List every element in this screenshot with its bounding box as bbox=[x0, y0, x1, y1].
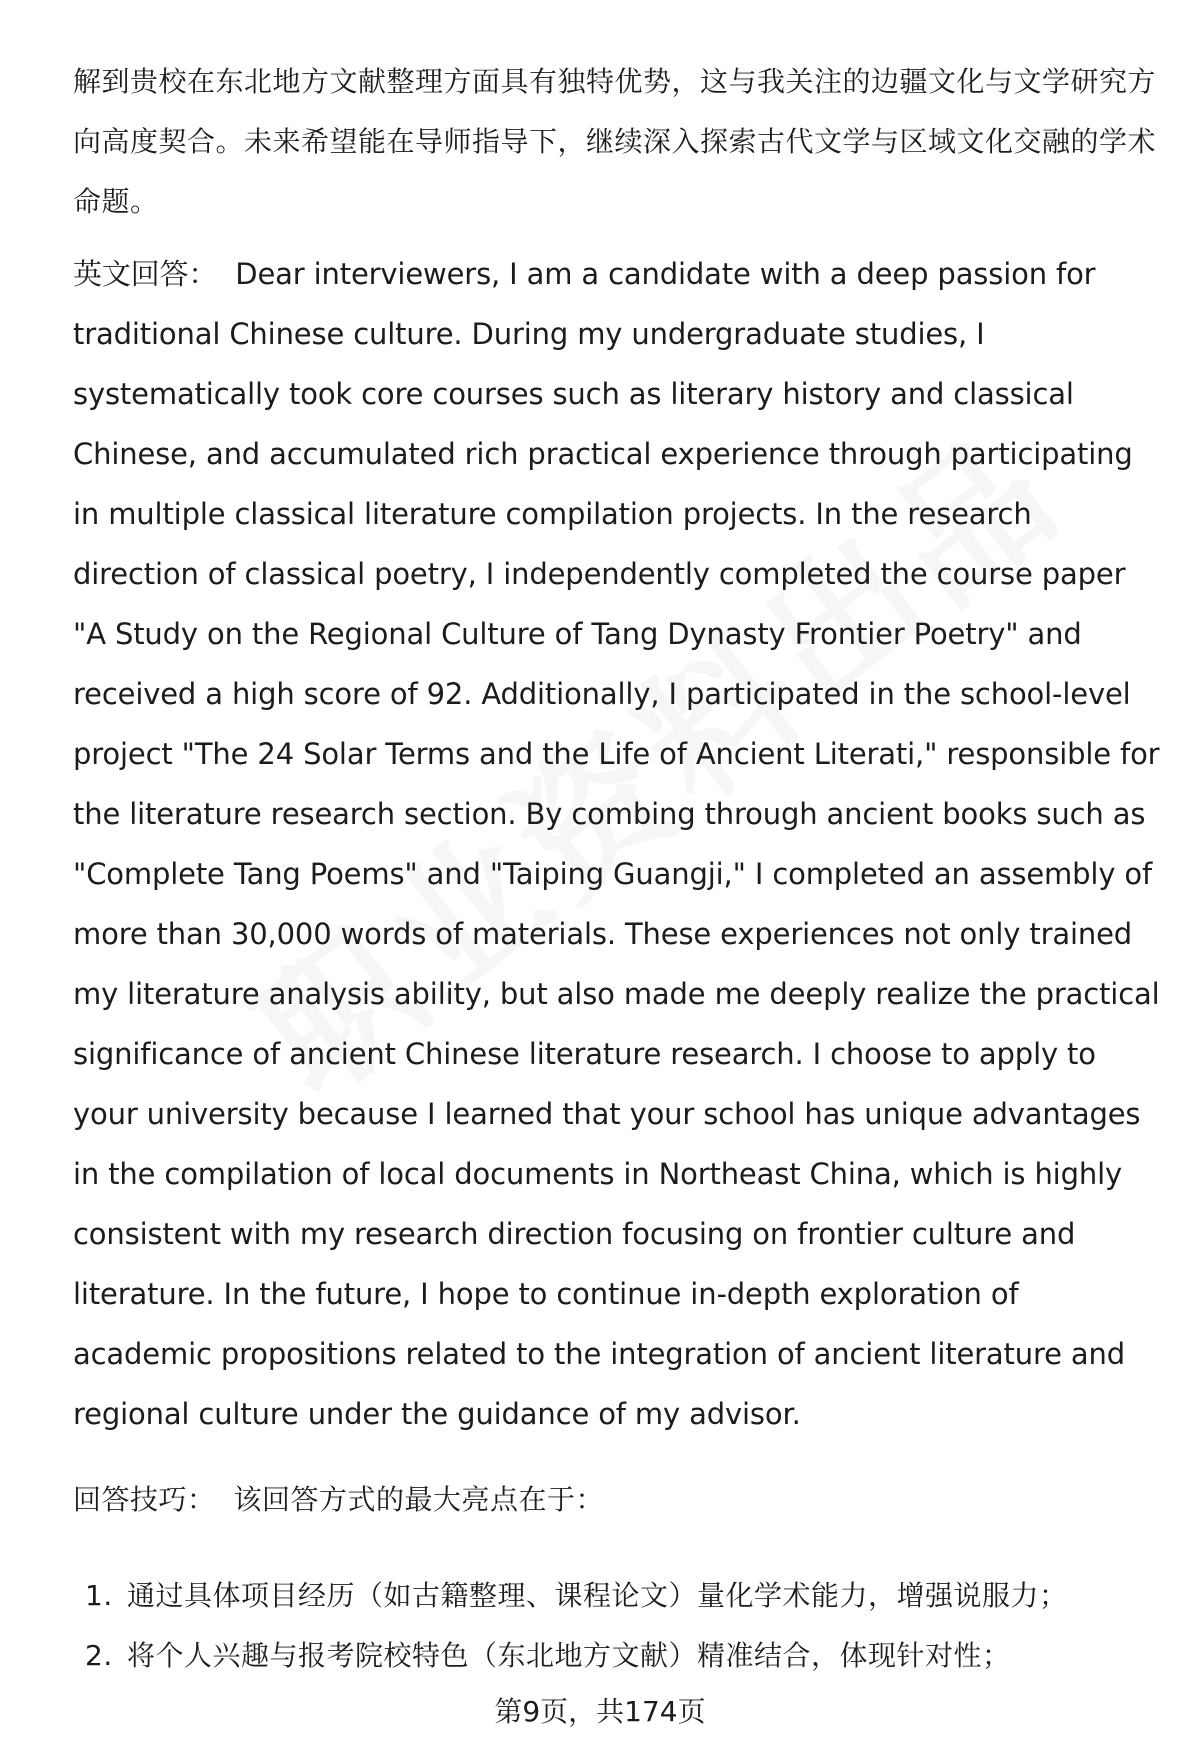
tips-intro: 该回答方式的最大亮点在于： bbox=[233, 1483, 605, 1516]
list-item-text: 通过具体项目经历（如古籍整理、课程论文）量化学术能力，增强说服力； bbox=[127, 1579, 1068, 1612]
english-answer-paragraph bbox=[73, 244, 1163, 1444]
list-item-number: 2. bbox=[85, 1639, 113, 1672]
intro-paragraph: 解到贵校在东北地方文献整理方面具有独特优势，这与我关注的边疆文化与文学研究方向高度契合。未来希望能在导师指导下，继续深入探索古代文学与区域文化交融的学术命题。 bbox=[73, 65, 1157, 218]
tips-label: 回答技巧： bbox=[73, 1483, 216, 1516]
list-item-text: 将个人兴趣与报考院校特色（东北地方文献）精准结合，体现针对性； bbox=[127, 1639, 1011, 1672]
tips-list bbox=[73, 1566, 1163, 1686]
english-answer-label: 英文回答： bbox=[73, 257, 218, 291]
tips-paragraph bbox=[73, 1470, 1163, 1530]
english-answer-text: Dear interviewers, I am a candidate with a deep passion for traditional Chinese culture. During my undergraduate studies, I systematically took core courses such as literary history and classical Chinese, and accumulated rich practical experience through participating in multiple classical literature compilation projects. In the research direction of classical poetry, I independently completed the course paper "A Study on the Regional Culture of Tang Dynasty Frontier Poetry" and received a high score of 92. Additionally, I participated in the school-level project "The 24 Solar Terms and the Life of Ancient Literati," responsible for the literature research section. By combing through ancient books such as "Complete Tang Poems" and "Taiping Guangji," I completed an assembly of more than 30,000 words of materials. These experiences not only trained my literature analysis ability, but also made me deeply realize the practical significance of ancient Chinese literature research. I choose to apply to your university because I learned that your school has unique advantages in the compilation of local documents in Northeast China, which is highly consistent with my research direction focusing on frontier culture and literature. In the future, I hope to continue in-depth exploration of academic propositions related to the integration of ancient literature and regional culture under the guidance of my advisor. bbox=[73, 257, 1160, 1431]
page-number-footer: 第9页，共174页 bbox=[494, 1695, 706, 1728]
list-item bbox=[73, 1626, 1163, 1686]
document-body bbox=[73, 52, 1163, 1686]
list-item bbox=[73, 1566, 1163, 1626]
list-item-number: 1. bbox=[85, 1579, 113, 1612]
